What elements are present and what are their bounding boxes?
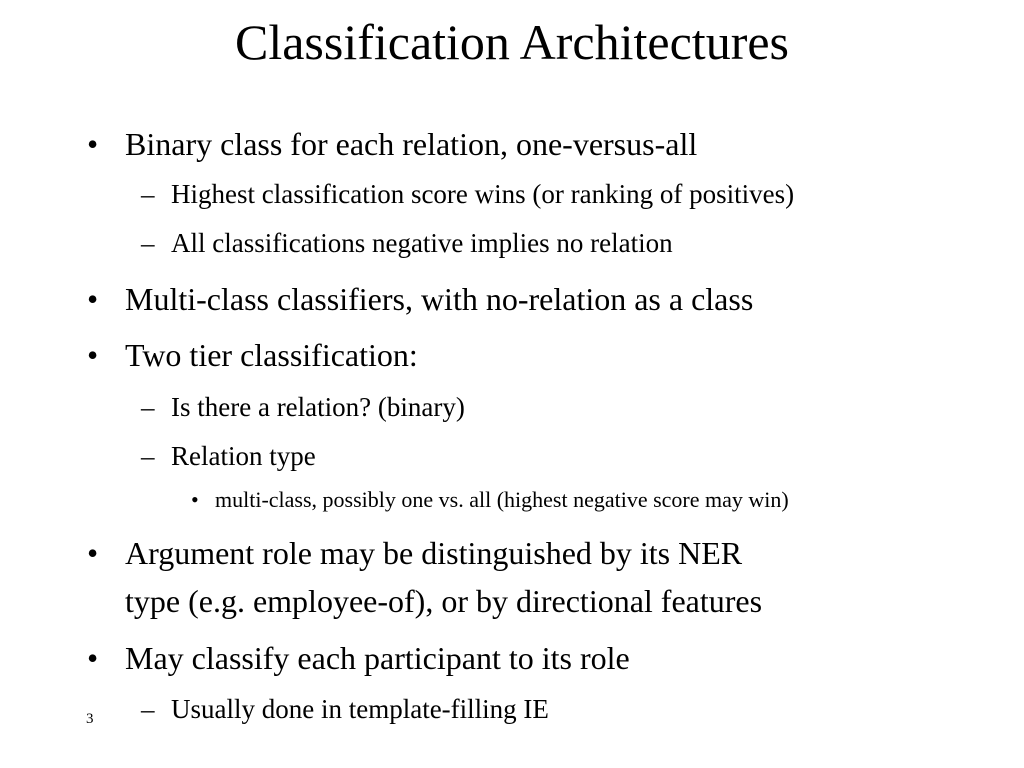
sub-bullet-text: All classifications negative implies no relation <box>171 228 673 258</box>
small-bullet-marker: • <box>191 487 199 512</box>
sub-bullet-item <box>141 692 549 726</box>
bullet-marker: • <box>87 640 99 676</box>
bullet-text: Multi-class classifiers, with no-relation as a class <box>125 281 754 317</box>
bullet-item <box>87 635 630 681</box>
bullet-text: Two tier classification: <box>125 337 418 373</box>
page-number: 3 <box>86 711 94 727</box>
bullet-text: type (e.g. employee-of), or by directional features <box>125 583 763 619</box>
bullet-continuation-line <box>125 578 762 624</box>
dash-marker: – <box>141 694 155 724</box>
bullet-marker: • <box>87 281 99 317</box>
sub-bullet-item <box>141 390 465 424</box>
bullet-text: May classify each participant to its role <box>125 640 630 676</box>
bullet-text: Argument role may be distinguished by its NER <box>125 535 743 571</box>
bullet-item <box>87 121 698 167</box>
sub-bullet-text: Relation type <box>171 441 316 471</box>
slide-title: Classification Architectures <box>234 14 789 70</box>
bullet-marker: • <box>87 337 99 373</box>
bullet-marker: • <box>87 535 99 571</box>
bullet-marker: • <box>87 126 99 162</box>
dash-marker: – <box>141 179 155 209</box>
sub-bullet-item <box>141 439 316 473</box>
bullet-text: Binary class for each relation, one-versus-all <box>125 126 698 162</box>
dash-marker: – <box>141 441 155 471</box>
bullet-item <box>87 332 418 378</box>
bullet-item <box>87 530 743 576</box>
sub-sub-bullet-item <box>191 485 789 515</box>
sub-bullet-text: Usually done in template-filling IE <box>171 694 549 724</box>
sub-sub-bullet-text: multi-class, possibly one vs. all (highest negative score may win) <box>215 487 789 512</box>
dash-marker: – <box>141 228 155 258</box>
bullet-item <box>87 276 754 322</box>
sub-bullet-item <box>141 226 673 260</box>
dash-marker: – <box>141 392 155 422</box>
sub-bullet-text: Highest classification score wins (or ranking of positives) <box>171 179 795 209</box>
sub-bullet-item <box>141 177 795 211</box>
sub-bullet-text: Is there a relation? (binary) <box>171 392 465 422</box>
